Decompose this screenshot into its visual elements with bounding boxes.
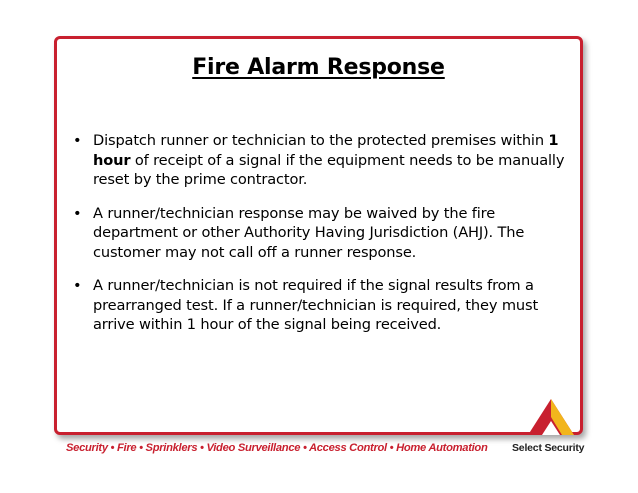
bullet-item <box>71 204 576 263</box>
bullet-text-part: A runner/technician is not required if the signal results from a prearranged test. If a runner/technician is required, they must arrive within 1 hour of the signal being received. <box>93 277 539 333</box>
bullet-dot-icon: • <box>73 204 82 222</box>
bullet-dot-icon: • <box>73 277 82 294</box>
slide-title-text: Fire Alarm Response <box>192 55 445 80</box>
bullet-text <box>93 205 524 261</box>
bullet-item <box>71 276 576 335</box>
bullet-text <box>93 132 564 188</box>
bullet-text-bold: 1 hour <box>93 132 559 169</box>
bullet-text <box>93 277 538 333</box>
brand-name: Select Security <box>512 442 585 454</box>
bullet-item <box>71 131 576 190</box>
bullet-text-part: Dispatch runner or technician to the protected premises within <box>93 132 549 149</box>
select-security-logo-icon <box>516 397 586 441</box>
slide-card <box>54 36 583 435</box>
footer-tagline: Security • Fire • Sprinklers • Video Surveillance • Access Control • Home Automation <box>66 442 488 454</box>
bullet-text-part: of receipt of a signal if the equipment needs to be manually reset by the prime contractor. <box>93 151 565 188</box>
bullet-list <box>71 131 576 349</box>
bullet-text-part: A runner/technician response may be waived by the fire department or other Authority Having Jurisdiction (AHJ). The customer may not call off a runner response. <box>93 204 525 261</box>
bullet-dot-icon: • <box>73 132 82 149</box>
slide-title <box>57 55 580 80</box>
